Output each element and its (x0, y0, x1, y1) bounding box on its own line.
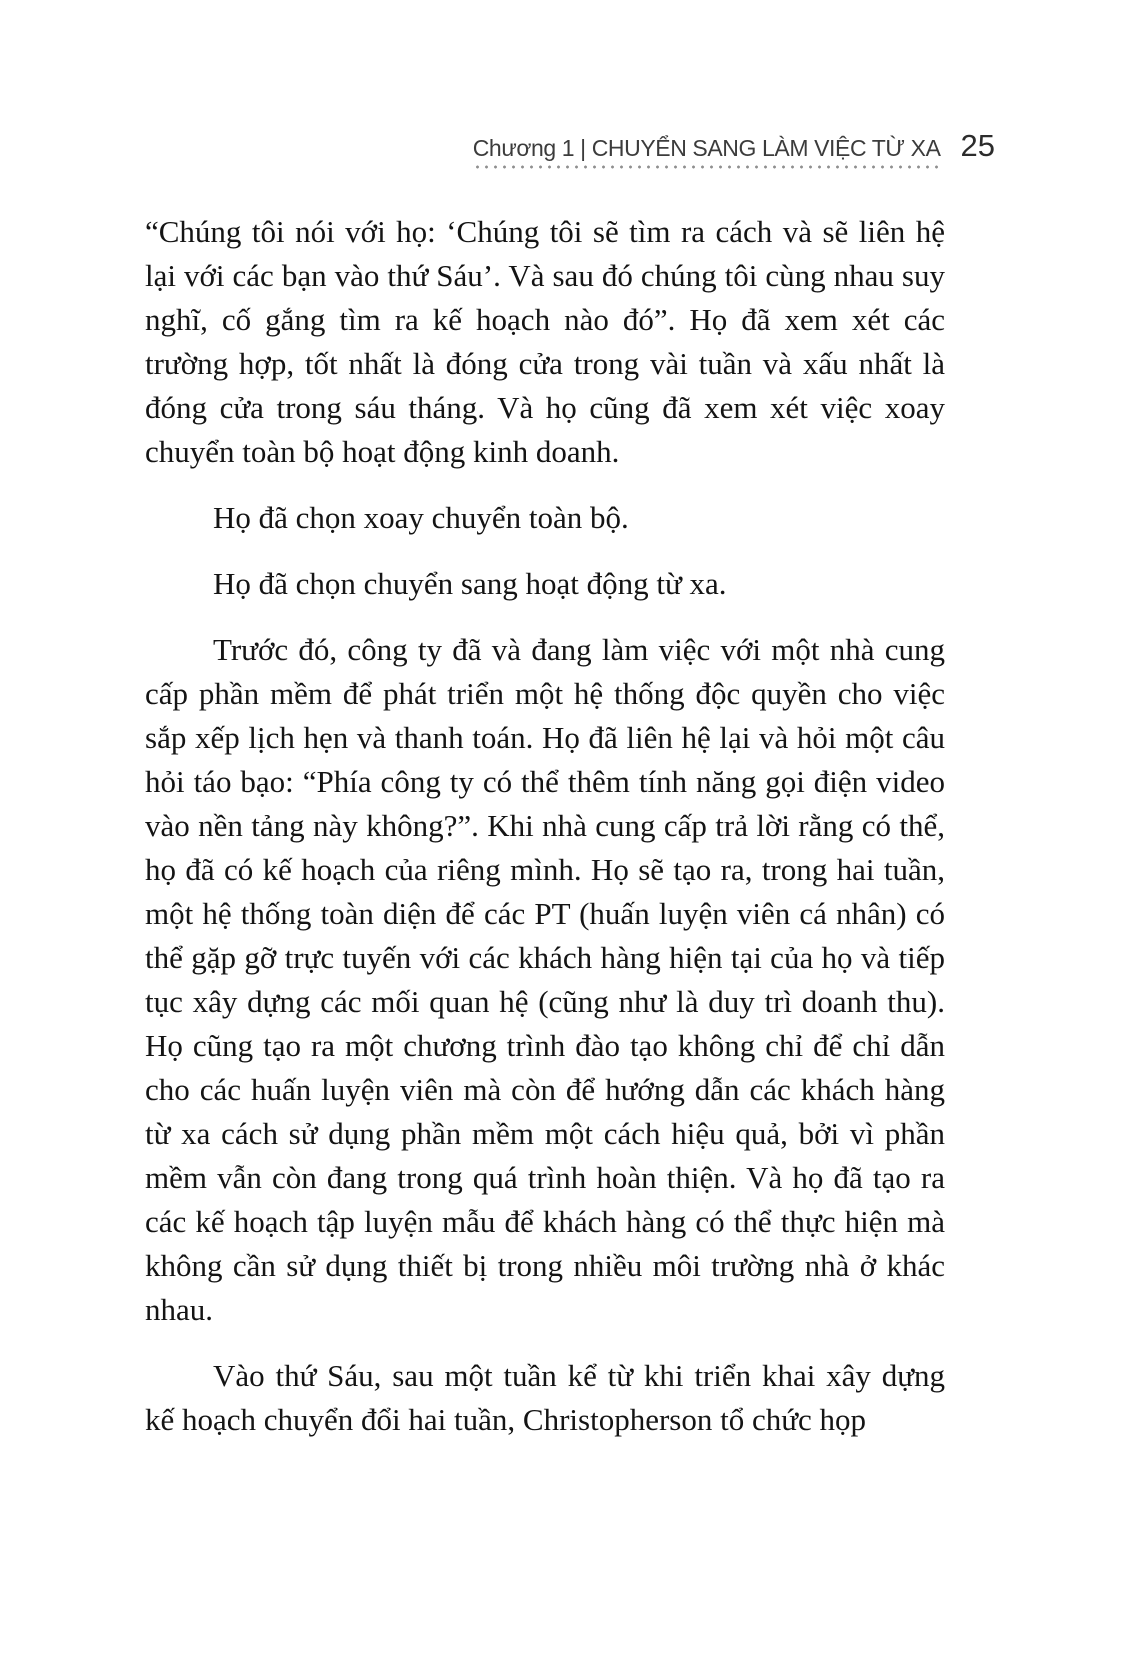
page-header (473, 128, 995, 169)
page-body (145, 210, 945, 1464)
paragraph: Vào thứ Sáu, sau một tuần kể từ khi triển khai xây dựng kế hoạch chuyển đổi hai tuần, Christopherson tổ chức họp (145, 1358, 945, 1437)
running-head-title: Chương 1 | CHUYỂN SANG LÀM VIỆC TỪ XA (473, 135, 941, 169)
paragraph: Họ đã chọn chuyển sang hoạt động từ xa. (213, 566, 727, 601)
paragraph: “Chúng tôi nói với họ: ‘Chúng tôi sẽ tìm ra cách và sẽ liên hệ lại với các bạn vào thứ Sáu’. Và sau đó chúng tôi cùng nhau suy nghĩ, cố gắng tìm ra kế hoạch nào đó”. Họ đã xem xét các trường hợp, tốt nhất là đóng cửa trong vài tuần và xấu nhất là đóng cửa trong sáu tháng. Và họ cũng đã xem xét việc xoay chuyển toàn bộ hoạt động kinh doanh. (145, 214, 945, 469)
page-number: 25 (960, 128, 995, 163)
paragraph: Trước đó, công ty đã và đang làm việc với một nhà cung cấp phần mềm để phát triển một hệ thống độc quyền cho việc sắp xếp lịch hẹn và thanh toán. Họ đã liên hệ lại và hỏi một câu hỏi táo bạo: “Phía công ty có thể thêm tính năng gọi điện video vào nền tảng này không?”. Khi nhà cung cấp trả lời rằng có thể, họ đã có kế hoạch của riêng mình. Họ sẽ tạo ra, trong hai tuần, một hệ thống toàn diện để các PT (huấn luyện viên cá nhân) có thể gặp gỡ trực tuyến với các khách hàng hiện tại của họ và tiếp tục xây dựng các mối quan hệ (cũng như là duy trì doanh thu). Họ cũng tạo ra một chương trình đào tạo không chỉ để chỉ dẫn cho các huấn luyện viên mà còn để hướng dẫn các khách hàng từ xa cách sử dụng phần mềm một cách hiệu quả, bởi vì phần mềm vẫn còn đang trong quá trình hoàn thiện. Và họ đã tạo ra các kế hoạch tập luyện mẫu để khách hàng có thể thực hiện mà không cần sử dụng thiết bị trong nhiều môi trường nhà ở khác nhau. (145, 632, 945, 1327)
paragraph: Họ đã chọn xoay chuyển toàn bộ. (213, 500, 629, 535)
